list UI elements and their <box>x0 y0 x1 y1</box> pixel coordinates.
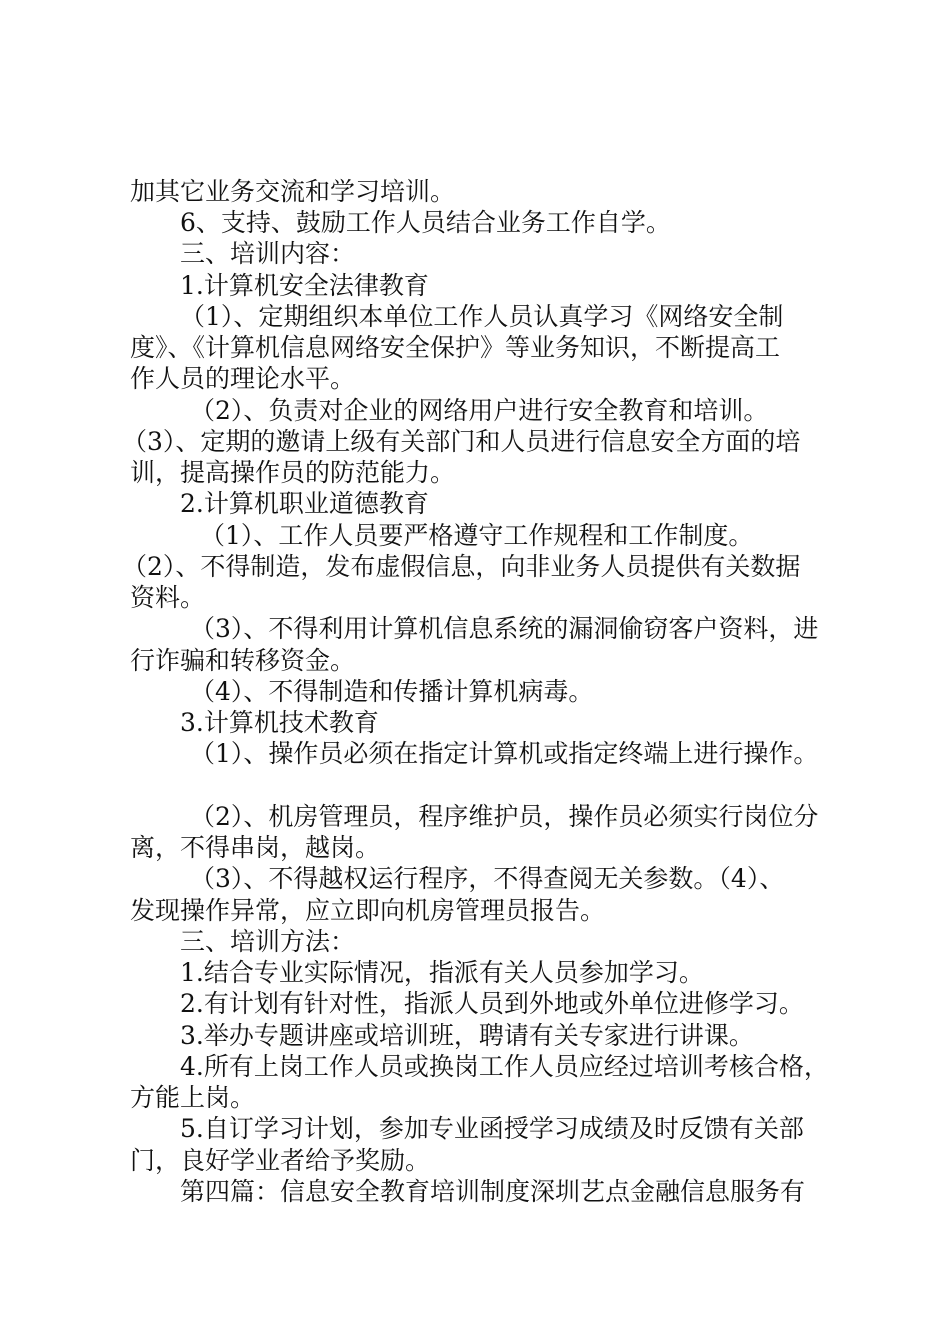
text-line-content: 第四篇：信息安全教育培训制度深圳艺点金融信息服务有 <box>180 1177 806 1206</box>
text-line-content: （4）、不得制造和传播计算机病毒。 <box>190 677 594 706</box>
text-line-content: 5.自订学习计划，参加专业函授学习成绩及时反馈有关部 <box>180 1114 804 1143</box>
text-line-content: 作人员的理论水平。 <box>130 364 356 393</box>
text-line-content: 1.结合专业实际情况，指派有关人员参加学习。 <box>180 958 704 987</box>
text-line-content: 度》、《计算机信息网络安全保护》等业务知识，不断提高工 <box>130 333 781 362</box>
text-line-content: （3）、不得利用计算机信息系统的漏洞偷窃客户资料，进 <box>190 614 819 643</box>
text-line-content: 门，良好学业者给予奖励。 <box>130 1146 431 1175</box>
text-line-content: 加其它业务交流和学习培训。 <box>130 177 456 206</box>
text-line-content: 离，不得串岗，越岗。 <box>130 833 381 862</box>
text-line-content: 三、培训内容： <box>180 239 356 268</box>
text-line-content: 行诈骗和转移资金。 <box>130 646 356 675</box>
text-line-content: （1）、操作员必须在指定计算机或指定终端上进行操作。 <box>190 739 819 768</box>
text-line-content: （3）、不得越权运行程序，不得查阅无关参数。（4）、 <box>190 864 785 893</box>
text-line-content: 训，提高操作员的防范能力。 <box>130 458 456 487</box>
text-line-content: （2）、机房管理员，程序维护员，操作员必须实行岗位分 <box>190 802 819 831</box>
text-line-content: （2）、不得制造，发布虚假信息，向非业务人员提供有关数据 <box>122 552 801 581</box>
text-line-content: 资料。 <box>130 583 206 612</box>
text-line-content: 2.计算机职业道德教育 <box>180 489 429 518</box>
text-line-content: （1）、定期组织本单位工作人员认真学习《网络安全制 <box>180 302 784 331</box>
text-line-content: 方能上岗。 <box>130 1083 256 1112</box>
text-line-content: （2）、负责对企业的网络用户进行安全教育和培训。 <box>190 396 769 425</box>
text-line-content: （3）、定期的邀请上级有关部门和人员进行信息安全方面的培 <box>122 427 801 456</box>
text-line-content: （1）、工作人员要严格遵守工作规程和工作制度。 <box>200 521 754 550</box>
text-line-content: 4.所有上岗工作人员或换岗工作人员应经过培训考核合格， <box>180 1052 829 1081</box>
text-line-content: 三、培训方法： <box>180 927 356 956</box>
text-line-content: 3.计算机技术教育 <box>180 708 379 737</box>
text-line-content: 发现操作异常，应立即向机房管理员报告。 <box>130 896 606 925</box>
text-line-content: 6、支持、鼓励工作人员结合业务工作自学。 <box>180 208 671 237</box>
text-line-content: 3.举办专题讲座或培训班，聘请有关专家进行讲课。 <box>180 1021 754 1050</box>
text-line-content: 2.有计划有针对性，指派人员到外地或外单位进修学习。 <box>180 989 804 1018</box>
text-line-content: 1.计算机安全法律教育 <box>180 271 429 300</box>
